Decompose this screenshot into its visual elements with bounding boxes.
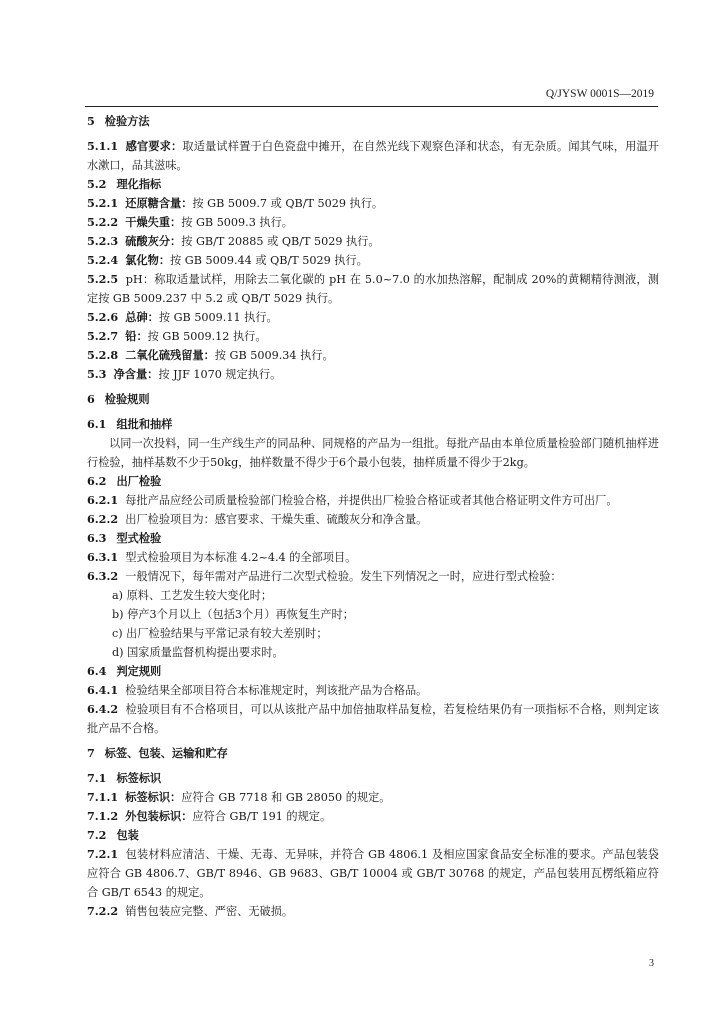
section-6-2-heading: 6.2 出厂检验: [87, 474, 162, 488]
section-6-1-heading: 6.1 组批和抽样: [87, 417, 173, 431]
document-code: Q/JYSW 0001S—2019: [545, 88, 654, 100]
page-body: [87, 112, 659, 921]
clause-5-2-2: 5.2.2 干燥失重：按 GB 5009.3 执行。: [87, 215, 293, 229]
clause-7-1-2: 7.1.2 外包装标识：应符合 GB/T 191 的规定。: [87, 809, 332, 823]
section-5-2-heading: 5.2 理化指标: [87, 177, 162, 191]
header-rule: [85, 106, 658, 107]
list-item: d) 国家质量监督机构提出要求时。: [112, 646, 284, 659]
clause-7-2-2: 7.2.2 销售包装应完整、严密、无破损。: [87, 904, 294, 918]
clause-5-3: 5.3 净含量：按 JJF 1070 规定执行。: [87, 367, 282, 381]
section-6-3-heading: 6.3 型式检验: [87, 531, 162, 545]
section-7-1-heading: 7.1 标签标识: [87, 771, 162, 785]
list-item: b) 停产3个月以上（包括3个月）再恢复生产时；: [112, 608, 354, 621]
clause-5-2-6: 5.2.6 总砷：按 GB 5009.11 执行。: [87, 310, 278, 324]
clause-5-1-1: 5.1.1 感官要求：取适量试样置于白色瓷盘中摊开，在自然光线下观察色泽和状态，有无杂质。闻其气味，用温开水漱口，品其滋味。: [87, 139, 659, 172]
section-6-heading: 6 检验规则: [87, 392, 150, 406]
section-7-2-heading: 7.2 包装: [87, 828, 139, 842]
list-item: c) 出厂检验结果与平常记录有较大差别时；: [112, 627, 328, 640]
clause-5-2-5: 5.2.5 pH：称取适量试样，用除去二氧化碳的 pH 在 5.0~7.0 的水加热溶解，配制成 20%的黄糊精待测液，测定按 GB 5009.237 中 5.2 或 QB/T 5029 执行。: [87, 272, 659, 305]
clause-5-2-7: 5.2.7 铅：按 GB 5009.12 执行。: [87, 329, 267, 343]
clause-6-3-1: 6.3.1 型式检验项目为本标准 4.2~4.4 的全部项目。: [87, 550, 357, 564]
clause-5-2-8: 5.2.8 二氧化硫残留量：按 GB 5009.34 执行。: [87, 348, 334, 362]
section-7-heading: 7 标签、包装、运输和贮存: [87, 746, 228, 760]
clause-5-2-4: 5.2.4 氯化物：按 GB 5009.44 或 QB/T 5029 执行。: [87, 253, 368, 267]
clause-6-3-2: 6.3.2 一般情况下，每年需对产品进行二次型式检验。发生下列情况之一时，应进行型式检验：: [87, 569, 562, 583]
clause-6-4-1: 6.4.1 检验结果全部项目符合本标准规定时，判该批产品为合格品。: [87, 683, 428, 697]
clause-7-2-1: 7.2.1 包装材料应清洁、干燥、无毒、无异味，并符合 GB 4806.1 及相应国家食品安全标准的要求。产品包装袋应符合 GB 4806.7、GB/T 8946、GB 9683、GB/T 10004 或 GB/T 30768 的规定，产品包装用瓦楞纸箱应符合 GB/T 6543 的规定。: [87, 847, 659, 899]
page-number: 3: [649, 958, 654, 969]
clause-6-1-text: 以同一次投料，同一生产线生产的同品种、同规格的产品为一组批。每批产品由本单位质量检验部门随机抽样进行检验，抽样基数不少于50kg，抽样数量不得少于6个最小包装，抽样质量不得少于2kg。: [87, 437, 659, 469]
clause-6-2-1: 6.2.1 每批产品应经公司质量检验部门检验合格，并提供出厂检验合格证或者其他合格证明文件方可出厂。: [87, 493, 618, 507]
section-5-heading: 5 检验方法: [87, 114, 150, 128]
list-item: a) 原料、工艺发生较大变化时；: [112, 589, 273, 602]
clause-7-1-1: 7.1.1 标签标识：应符合 GB 7718 和 GB 28050 的规定。: [87, 790, 391, 804]
clause-6-4-2: 6.4.2 检验项目有不合格项目，可以从该批产品中加倍抽取样品复检，若复检结果仍有一项指标不合格，则判定该批产品不合格。: [87, 702, 659, 735]
clause-5-2-1: 5.2.1 还原糖含量：按 GB 5009.7 或 QB/T 5029 执行。: [87, 196, 384, 210]
clause-5-2-3: 5.2.3 硫酸灰分：按 GB/T 20885 或 QB/T 5029 执行。: [87, 234, 380, 248]
section-6-4-heading: 6.4 判定规则: [87, 664, 162, 678]
clause-6-2-2: 6.2.2 出厂检验项目为：感官要求、干燥失重、硫酸灰分和净含量。: [87, 512, 428, 526]
